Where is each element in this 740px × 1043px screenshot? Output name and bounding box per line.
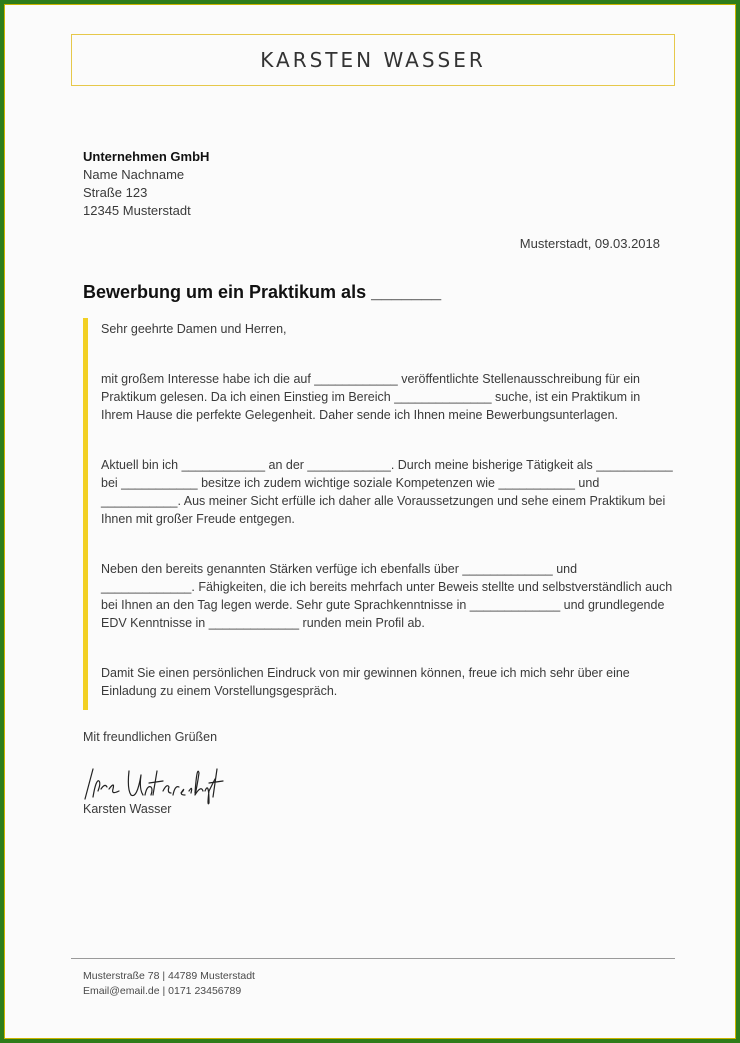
recipient-street: Straße 123 [83,185,148,200]
sender-name-heading: KARSTEN WASSER [260,48,486,72]
recipient-company: Unternehmen GmbH [83,149,210,164]
footer-address: Musterstraße 78 | 44789 Musterstadt [83,970,255,982]
handwritten-signature [81,761,231,807]
footer-contact: Email@email.de | 0171 23456789 [83,985,242,997]
paragraph-current-position: Aktuell bin ich ____________ an der ____________. Durch meine bisherige Tätigkeit als ___________ bei ___________ besitze ich zudem wichtige soziale Kompetenzen wie ___________ und ___________. Aus meiner Sicht erfülle ich daher alle Voraussetzungen und sehe einem Praktikum bei Ihnen mit großer Freude entgegen. [101,458,673,526]
recipient-city: 12345 Musterstadt [83,203,191,218]
letter-subject: Bewerbung um ein Praktikum als _______ [83,282,442,302]
recipient-address [83,148,209,220]
salutation: Sehr geehrte Damen und Herren, [101,322,287,336]
paragraph-invitation: Damit Sie einen persönlichen Eindruck von mir gewinnen können, freue ich mich sehr über eine Einladung zu einem Vorstellungsgespräch. [101,666,630,698]
recipient-name: Name Nachname [83,167,185,182]
letter-page [4,4,736,1039]
header-box [71,34,675,86]
signer-name: Karsten Wasser [83,802,172,816]
paragraph-strengths: Neben den bereits genannten Stärken verfüge ich ebenfalls über _____________ und _____________. Fähigkeiten, die ich bereits mehrfach unter Beweis stellte und selbstverständlich auch bei Ihnen an den Tag legen werde. Sehr gute Sprachkenntnisse in _____________ und grundlegende EDV Kenntnisse in _____________ runden mein Profil ab. [101,562,673,630]
letter-body [83,318,673,710]
paragraph-interest: mit großem Interesse habe ich die auf ____________ veröffentlichte Stellenausschreibung für ein Praktikum gelesen. Da ich einen Einstieg im Bereich ______________ suche, ist ein Praktikum in Ihrem Hause die perfekte Gelegenheit. Daher sende ich Ihnen meine Bewerbungsunterlagen. [101,372,641,422]
closing-greeting: Mit freundlichen Grüßen [83,730,218,744]
footer [83,969,255,999]
letter-date: Musterstadt, 09.03.2018 [519,236,660,251]
footer-divider [71,958,675,959]
